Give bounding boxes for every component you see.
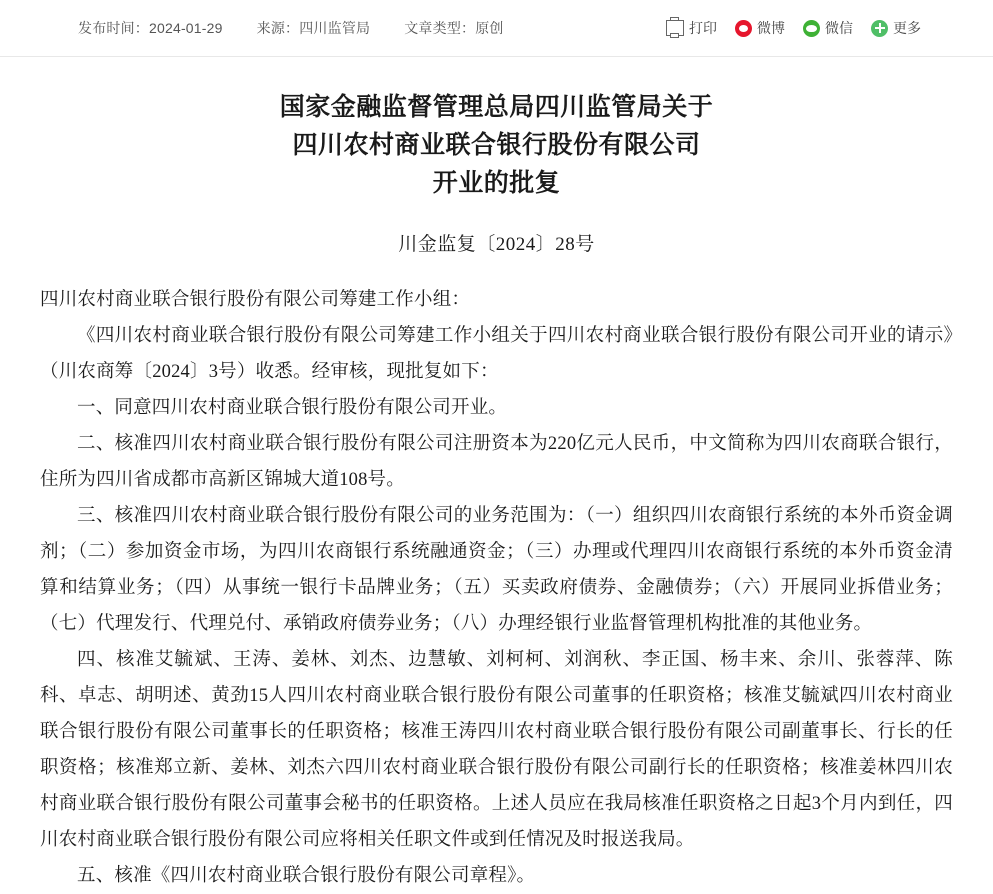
title-line-3: 开业的批复 [432,170,561,197]
plus-circle-icon [871,20,888,37]
paragraph-addressee: 四川农村商业联合银行股份有限公司筹建工作小组： [40,290,471,310]
paragraph-item-4: 四、核准艾毓斌、王涛、姜林、刘杰、边慧敏、刘柯柯、刘润秋、李正国、杨丰来、余川、张蓉萍、陈科、卓志、胡明述、黄劲15人四川农村商业联合银行股份有限公司董事的任职资格；核准艾毓斌四川农村商业联合银行股份有限公司董事长的任职资格；核准王涛四川农村商业联合银行股份有限公司副董事长、行长的任职资格；核准郑立新、姜林、刘杰六四川农村商业联合银行股份有限公司副行长的任职资格；核准姜林四川农村商业联合银行股份有限公司董事会秘书的任职资格。上述人员应在我局核准任职资格之日起3个月内到任，四川农村商业联合银行股份有限公司应将相关任职文件或到任情况及时报送我局。 [40,650,953,850]
paragraph-item-5: 五、核准《四川农村商业联合银行股份有限公司章程》。 [77,866,536,886]
share-more-button[interactable] [871,18,921,38]
weibo-label: 微博 [757,20,785,36]
article-body [40,282,953,894]
share-weixin-button[interactable] [803,18,853,38]
print-button[interactable] [666,18,717,38]
share-toolbar [666,18,921,38]
printer-icon [666,20,684,36]
print-label: 打印 [689,20,717,36]
share-weibo-button[interactable] [735,18,785,38]
document-number: 川金监复〔2024〕28号 [398,234,595,255]
weixin-label: 微信 [825,20,853,36]
title-line-1: 国家金融监督管理总局四川监管局关于 [279,94,714,121]
article-container [0,89,993,894]
weixin-icon [803,20,820,37]
article-source: 来源：四川监管局 [256,20,371,36]
paragraph-item-2: 二、核准四川农村商业联合银行股份有限公司注册资本为220亿元人民币，中文简称为四川农商联合银行，住所为四川省成都市高新区锦城大道108号。 [40,434,953,490]
paragraph-item-3: 三、核准四川农村商业联合银行股份有限公司的业务范围为：（一）组织四川农商银行系统的本外币资金调剂；（二）参加资金市场，为四川农商银行系统融通资金；（三）办理或代理四川农商银行系统的本外币资金清算和结算业务；（四）从事统一银行卡品牌业务；（五）买卖政府债券、金融债券；（六）开展同业拆借业务；（七）代理发行、代理兑付、承销政府债券业务；（八）办理经银行业监督管理机构批准的其他业务。 [40,506,953,634]
article-meta-bar [0,0,993,57]
more-label: 更多 [893,20,921,36]
article-type: 文章类型：原创 [404,20,504,36]
publish-time: 发布时间：2024-01-29 [78,20,223,36]
meta-info-group [78,18,538,38]
title-line-2: 四川农村商业联合银行股份有限公司 [292,132,701,159]
paragraph-intro: 《四川农村商业联合银行股份有限公司筹建工作小组关于四川农村商业联合银行股份有限公司开业的请示》（川农商筹〔2024〕3号）收悉。经审核，现批复如下： [40,326,953,382]
weibo-icon [735,20,752,37]
paragraph-item-1: 一、同意四川农村商业联合银行股份有限公司开业。 [77,398,508,418]
page-title [40,89,953,203]
